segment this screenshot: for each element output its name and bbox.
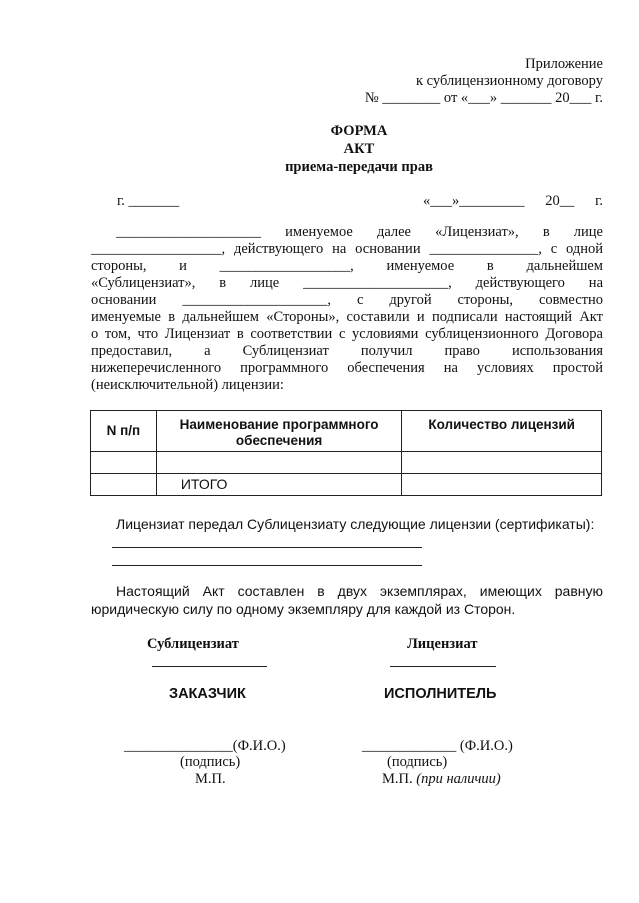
total-label: ИТОГО (156, 474, 402, 496)
city-field: г. _______ (117, 193, 180, 209)
table-cell (156, 452, 402, 474)
date-field: «___»_________ 20__ г. (423, 193, 603, 209)
customer-stamp: М.П. (195, 771, 226, 787)
contractor-stamp-label: М.П. (382, 771, 413, 787)
appendix-contract-ref: к сублицензионному договору (416, 73, 603, 89)
customer-signature-caption: (подпись) (180, 754, 241, 770)
form-title: ФОРМА (330, 123, 388, 139)
blank-line (112, 547, 422, 548)
contractor-party: ИСПОЛНИТЕЛЬ (384, 686, 497, 702)
col-header-software: Наименование программного обеспечения (156, 411, 402, 452)
col-header-number: N п/п (91, 411, 157, 452)
body-line: основании ____________________, с другой стороны, совместно (91, 292, 603, 308)
table-cell (402, 452, 602, 474)
table-header-row (91, 411, 602, 452)
table-cell (402, 474, 602, 496)
licensee-role: Лицензиат (407, 636, 478, 652)
body-line: «Сублицензиат», в лице ____________________, действующего на (91, 275, 603, 291)
body-line: (неисключительной) лицензии: (91, 377, 284, 393)
sublicensee-signature-line (152, 666, 267, 667)
table-cell (91, 474, 157, 496)
appendix-label: Приложение (525, 56, 603, 72)
table-total-row (91, 474, 602, 496)
blank-line (112, 565, 422, 566)
contractor-signature-caption: (подпись) (387, 754, 448, 770)
contractor-stamp (382, 771, 501, 788)
body-line: стороны, и __________________, именуемое в дальнейшем (91, 258, 603, 274)
contractor-fio: _____________ (Ф.И.О.) (362, 738, 513, 754)
body-line: именуемые в дальнейшем «Стороны», составили и подписали настоящий Акт (91, 309, 603, 325)
body-line: нижеперечисленного программного обеспечения на условиях простой (91, 360, 603, 376)
closing-line: юридическую силу по одному экземпляру для каждой из Сторон. (91, 601, 516, 617)
appendix-number-line: № ________ от «___» _______ 20___ г. (364, 90, 603, 106)
licensee-signature-line (390, 666, 496, 667)
licenses-transferred-text: Лицензиат передал Сублицензиату следующие лицензии (сертификаты): (116, 516, 595, 532)
body-line: о том, что Лицензиат в соответствии с условиями сублицензионного Договора (91, 326, 603, 342)
customer-fio: _______________(Ф.И.О.) (124, 738, 286, 754)
body-line: предоставил, а Сублицензиат получил право использования (91, 343, 603, 359)
sublicensee-role: Сублицензиат (147, 636, 239, 652)
contractor-stamp-note: (при наличии) (416, 771, 501, 787)
license-table (90, 410, 602, 496)
body-line: __________________, действующего на основании _______________, с одной (91, 241, 603, 257)
act-subtitle: приема-передачи прав (285, 159, 433, 175)
col-header-quantity: Количество лицензий (402, 411, 602, 452)
closing-line: Настоящий Акт составлен в двух экземплярах, имеющих равную (116, 583, 603, 599)
body-line: ____________________ именуемое далее «Лицензиат», в лице (116, 224, 603, 240)
act-title: АКТ (343, 141, 375, 157)
table-row (91, 452, 602, 474)
table-cell (91, 452, 157, 474)
customer-party: ЗАКАЗЧИК (169, 686, 246, 702)
